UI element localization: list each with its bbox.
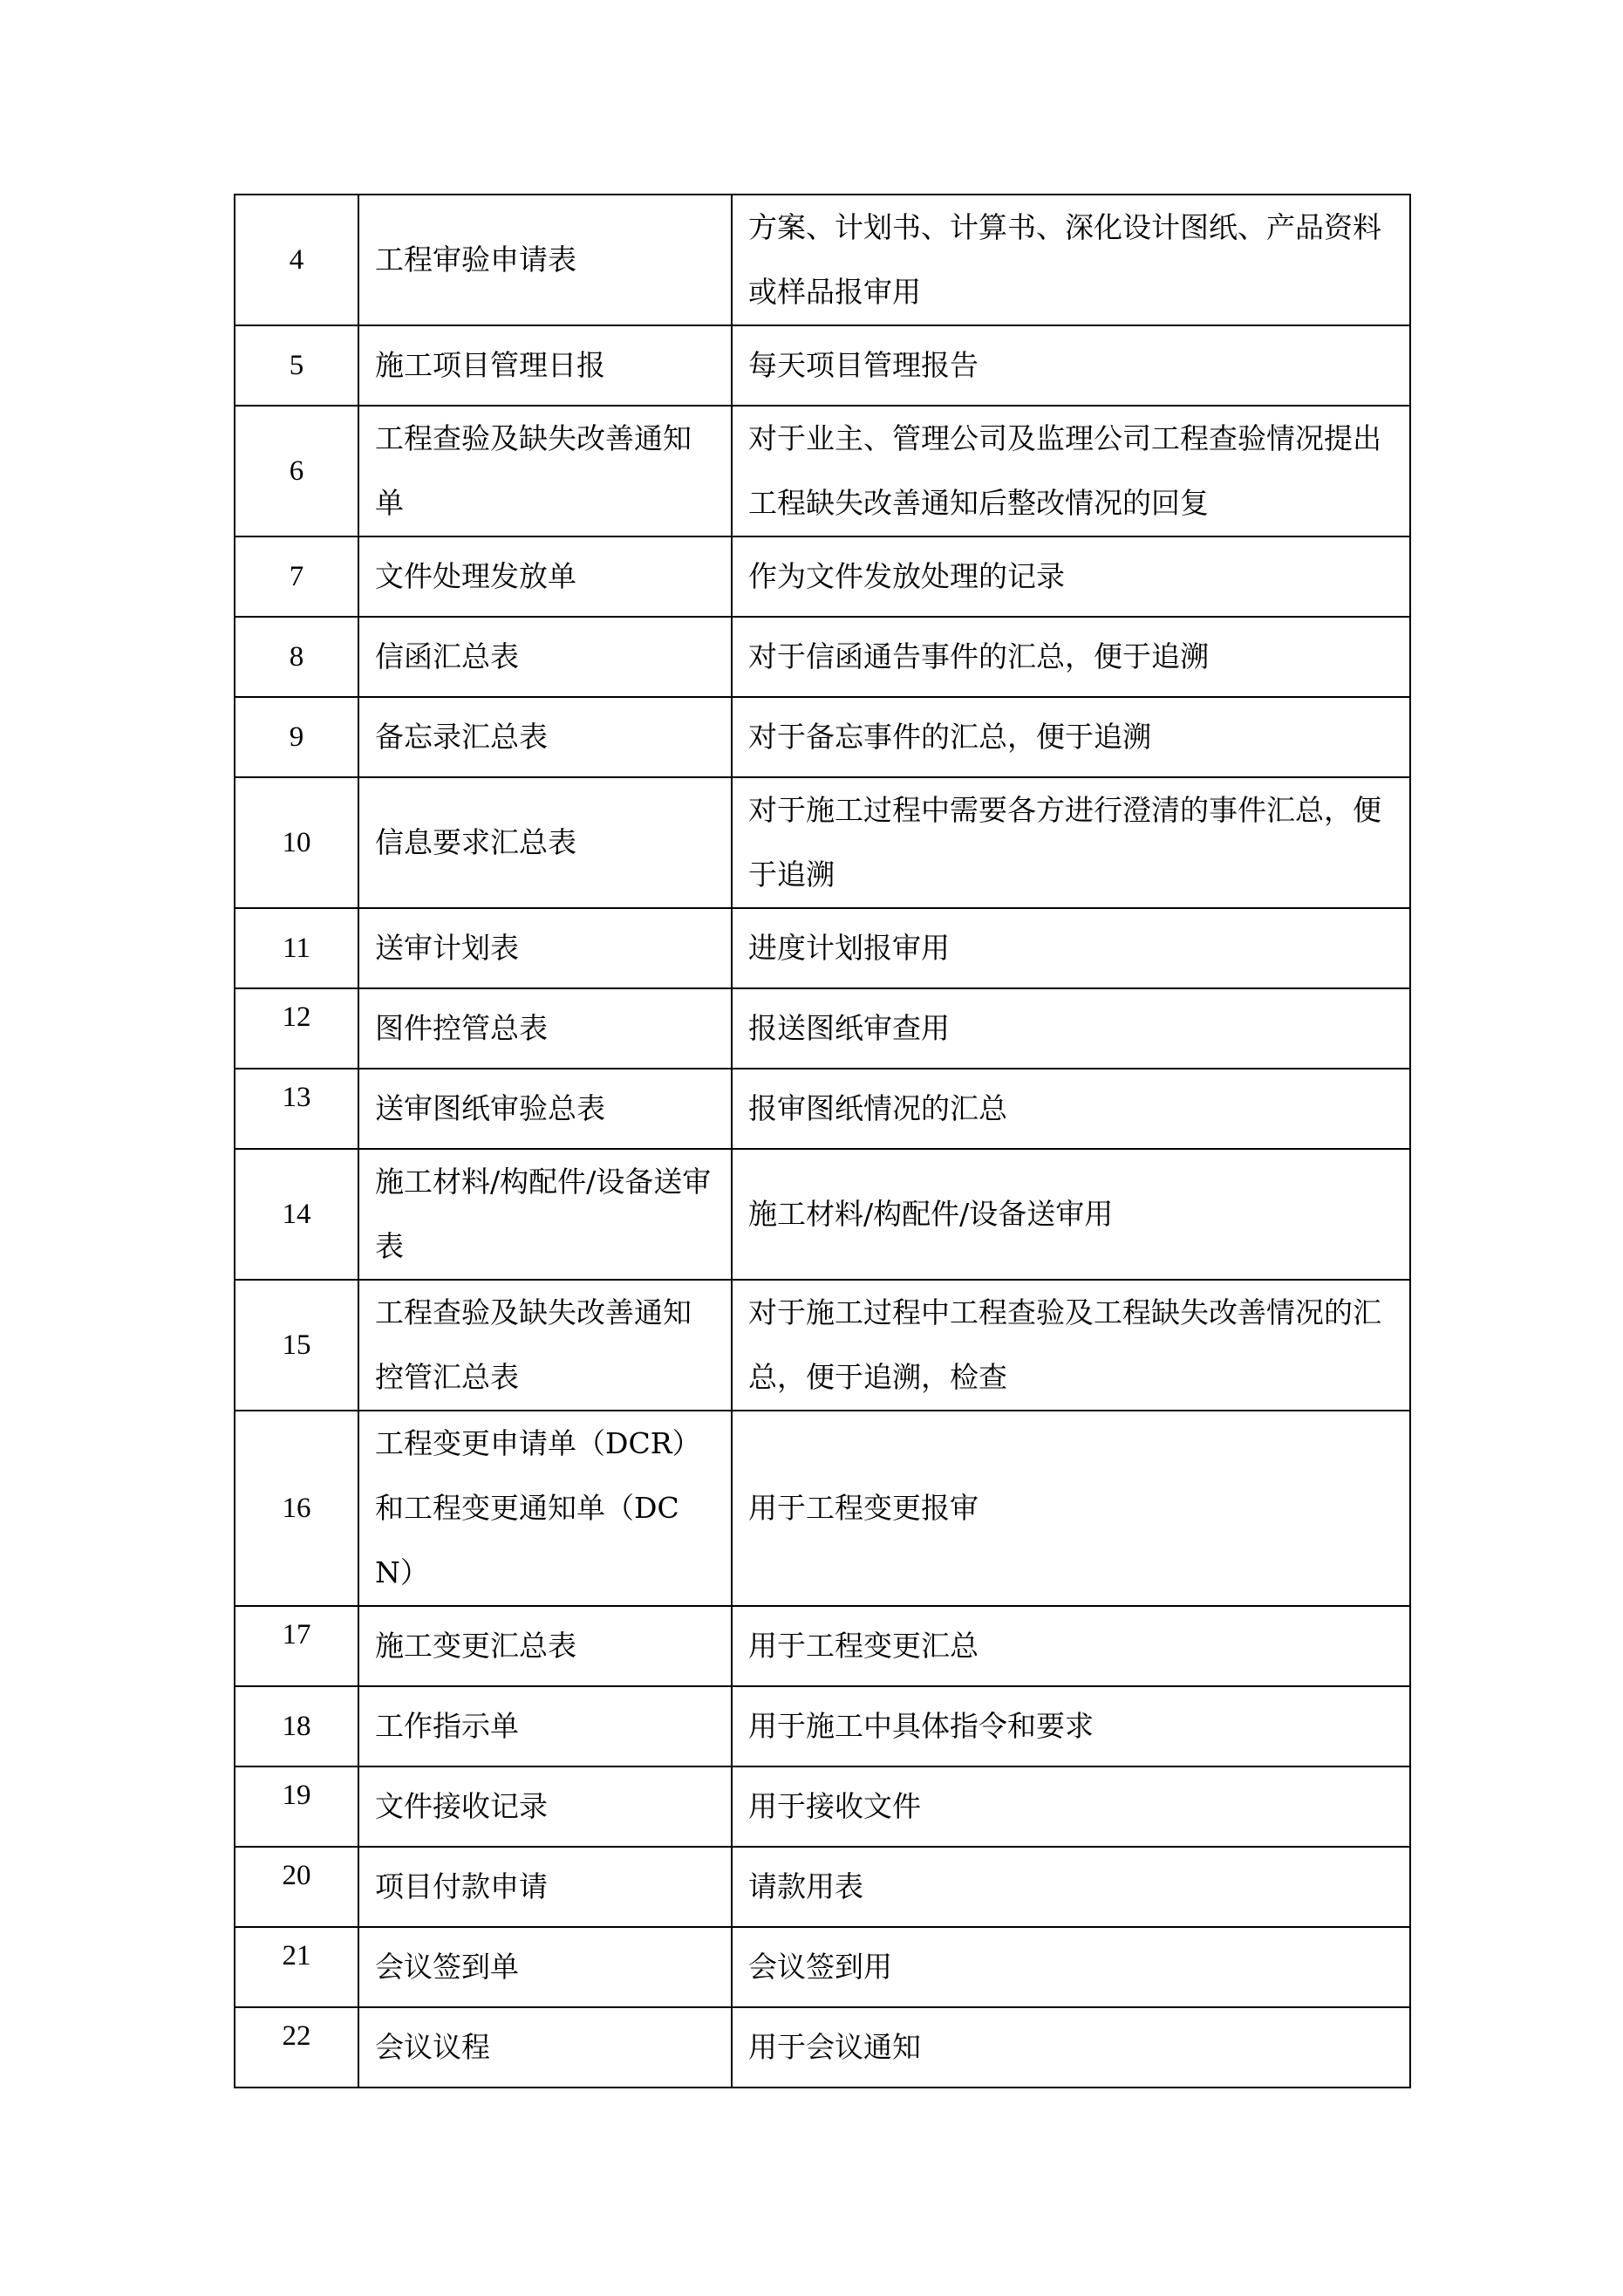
table-row bbox=[235, 1927, 1410, 2007]
form-description: 用于施工中具体指令和要求 bbox=[732, 1686, 1410, 1766]
table-row bbox=[235, 1766, 1410, 1847]
table-row bbox=[235, 697, 1410, 777]
form-name: 工程查验及缺失改善通知控管汇总表 bbox=[358, 1280, 732, 1411]
row-number: 22 bbox=[235, 2007, 358, 2088]
form-name: 信息要求汇总表 bbox=[358, 777, 732, 908]
table-row bbox=[235, 406, 1410, 536]
form-name: 文件接收记录 bbox=[358, 1766, 732, 1847]
row-number: 7 bbox=[235, 536, 358, 617]
table-row bbox=[235, 777, 1410, 908]
row-number: 20 bbox=[235, 1847, 358, 1927]
form-description: 对于信函通告事件的汇总，便于追溯 bbox=[732, 617, 1410, 697]
form-name: 备忘录汇总表 bbox=[358, 697, 732, 777]
form-description: 用于会议通知 bbox=[732, 2007, 1410, 2088]
form-description: 方案、计划书、计算书、深化设计图纸、产品资料或样品报审用 bbox=[732, 195, 1410, 325]
document-table bbox=[234, 194, 1411, 2088]
table-row bbox=[235, 1411, 1410, 1606]
form-description: 用于接收文件 bbox=[732, 1766, 1410, 1847]
table-row bbox=[235, 1686, 1410, 1766]
table-row bbox=[235, 1847, 1410, 1927]
row-number: 10 bbox=[235, 777, 358, 908]
table-row bbox=[235, 325, 1410, 406]
row-number: 11 bbox=[235, 908, 358, 988]
form-description: 进度计划报审用 bbox=[732, 908, 1410, 988]
form-name: 工程查验及缺失改善通知单 bbox=[358, 406, 732, 536]
row-number: 4 bbox=[235, 195, 358, 325]
row-number: 17 bbox=[235, 1606, 358, 1686]
form-name: 信函汇总表 bbox=[358, 617, 732, 697]
form-description: 会议签到用 bbox=[732, 1927, 1410, 2007]
form-name: 会议签到单 bbox=[358, 1927, 732, 2007]
table-row bbox=[235, 617, 1410, 697]
form-name: 工作指示单 bbox=[358, 1686, 732, 1766]
row-number: 15 bbox=[235, 1280, 358, 1411]
row-number: 5 bbox=[235, 325, 358, 406]
row-number: 16 bbox=[235, 1411, 358, 1606]
table-row bbox=[235, 195, 1410, 325]
form-description: 施工材料/构配件/设备送审用 bbox=[732, 1149, 1410, 1280]
form-description: 对于施工过程中需要各方进行澄清的事件汇总，便于追溯 bbox=[732, 777, 1410, 908]
row-number: 19 bbox=[235, 1766, 358, 1847]
form-description: 请款用表 bbox=[732, 1847, 1410, 1927]
row-number: 21 bbox=[235, 1927, 358, 2007]
row-number: 8 bbox=[235, 617, 358, 697]
form-name: 工程审验申请表 bbox=[358, 195, 732, 325]
form-description: 作为文件发放处理的记录 bbox=[732, 536, 1410, 617]
row-number: 9 bbox=[235, 697, 358, 777]
form-name: 施工项目管理日报 bbox=[358, 325, 732, 406]
form-name: 图件控管总表 bbox=[358, 988, 732, 1069]
form-description: 用于工程变更汇总 bbox=[732, 1606, 1410, 1686]
row-number: 12 bbox=[235, 988, 358, 1069]
table-row bbox=[235, 988, 1410, 1069]
form-name: 文件处理发放单 bbox=[358, 536, 732, 617]
form-name: 送审计划表 bbox=[358, 908, 732, 988]
table-row bbox=[235, 1606, 1410, 1686]
row-number: 6 bbox=[235, 406, 358, 536]
form-description: 每天项目管理报告 bbox=[732, 325, 1410, 406]
row-number: 18 bbox=[235, 1686, 358, 1766]
form-description: 对于业主、管理公司及监理公司工程查验情况提出工程缺失改善通知后整改情况的回复 bbox=[732, 406, 1410, 536]
form-description: 用于工程变更报审 bbox=[732, 1411, 1410, 1606]
table-row bbox=[235, 1069, 1410, 1149]
form-name: 项目付款申请 bbox=[358, 1847, 732, 1927]
table-row bbox=[235, 1280, 1410, 1411]
row-number: 14 bbox=[235, 1149, 358, 1280]
form-name: 送审图纸审验总表 bbox=[358, 1069, 732, 1149]
table-row bbox=[235, 1149, 1410, 1280]
table-row bbox=[235, 2007, 1410, 2088]
table-row bbox=[235, 536, 1410, 617]
form-description: 报送图纸审查用 bbox=[732, 988, 1410, 1069]
row-number: 13 bbox=[235, 1069, 358, 1149]
form-name: 会议议程 bbox=[358, 2007, 732, 2088]
form-name: 工程变更申请单（DCR）和工程变更通知单（DCN） bbox=[358, 1411, 732, 1606]
form-name: 施工材料/构配件/设备送审表 bbox=[358, 1149, 732, 1280]
table-row bbox=[235, 908, 1410, 988]
form-description: 对于备忘事件的汇总，便于追溯 bbox=[732, 697, 1410, 777]
form-description: 对于施工过程中工程查验及工程缺失改善情况的汇总，便于追溯，检查 bbox=[732, 1280, 1410, 1411]
form-description: 报审图纸情况的汇总 bbox=[732, 1069, 1410, 1149]
form-name: 施工变更汇总表 bbox=[358, 1606, 732, 1686]
